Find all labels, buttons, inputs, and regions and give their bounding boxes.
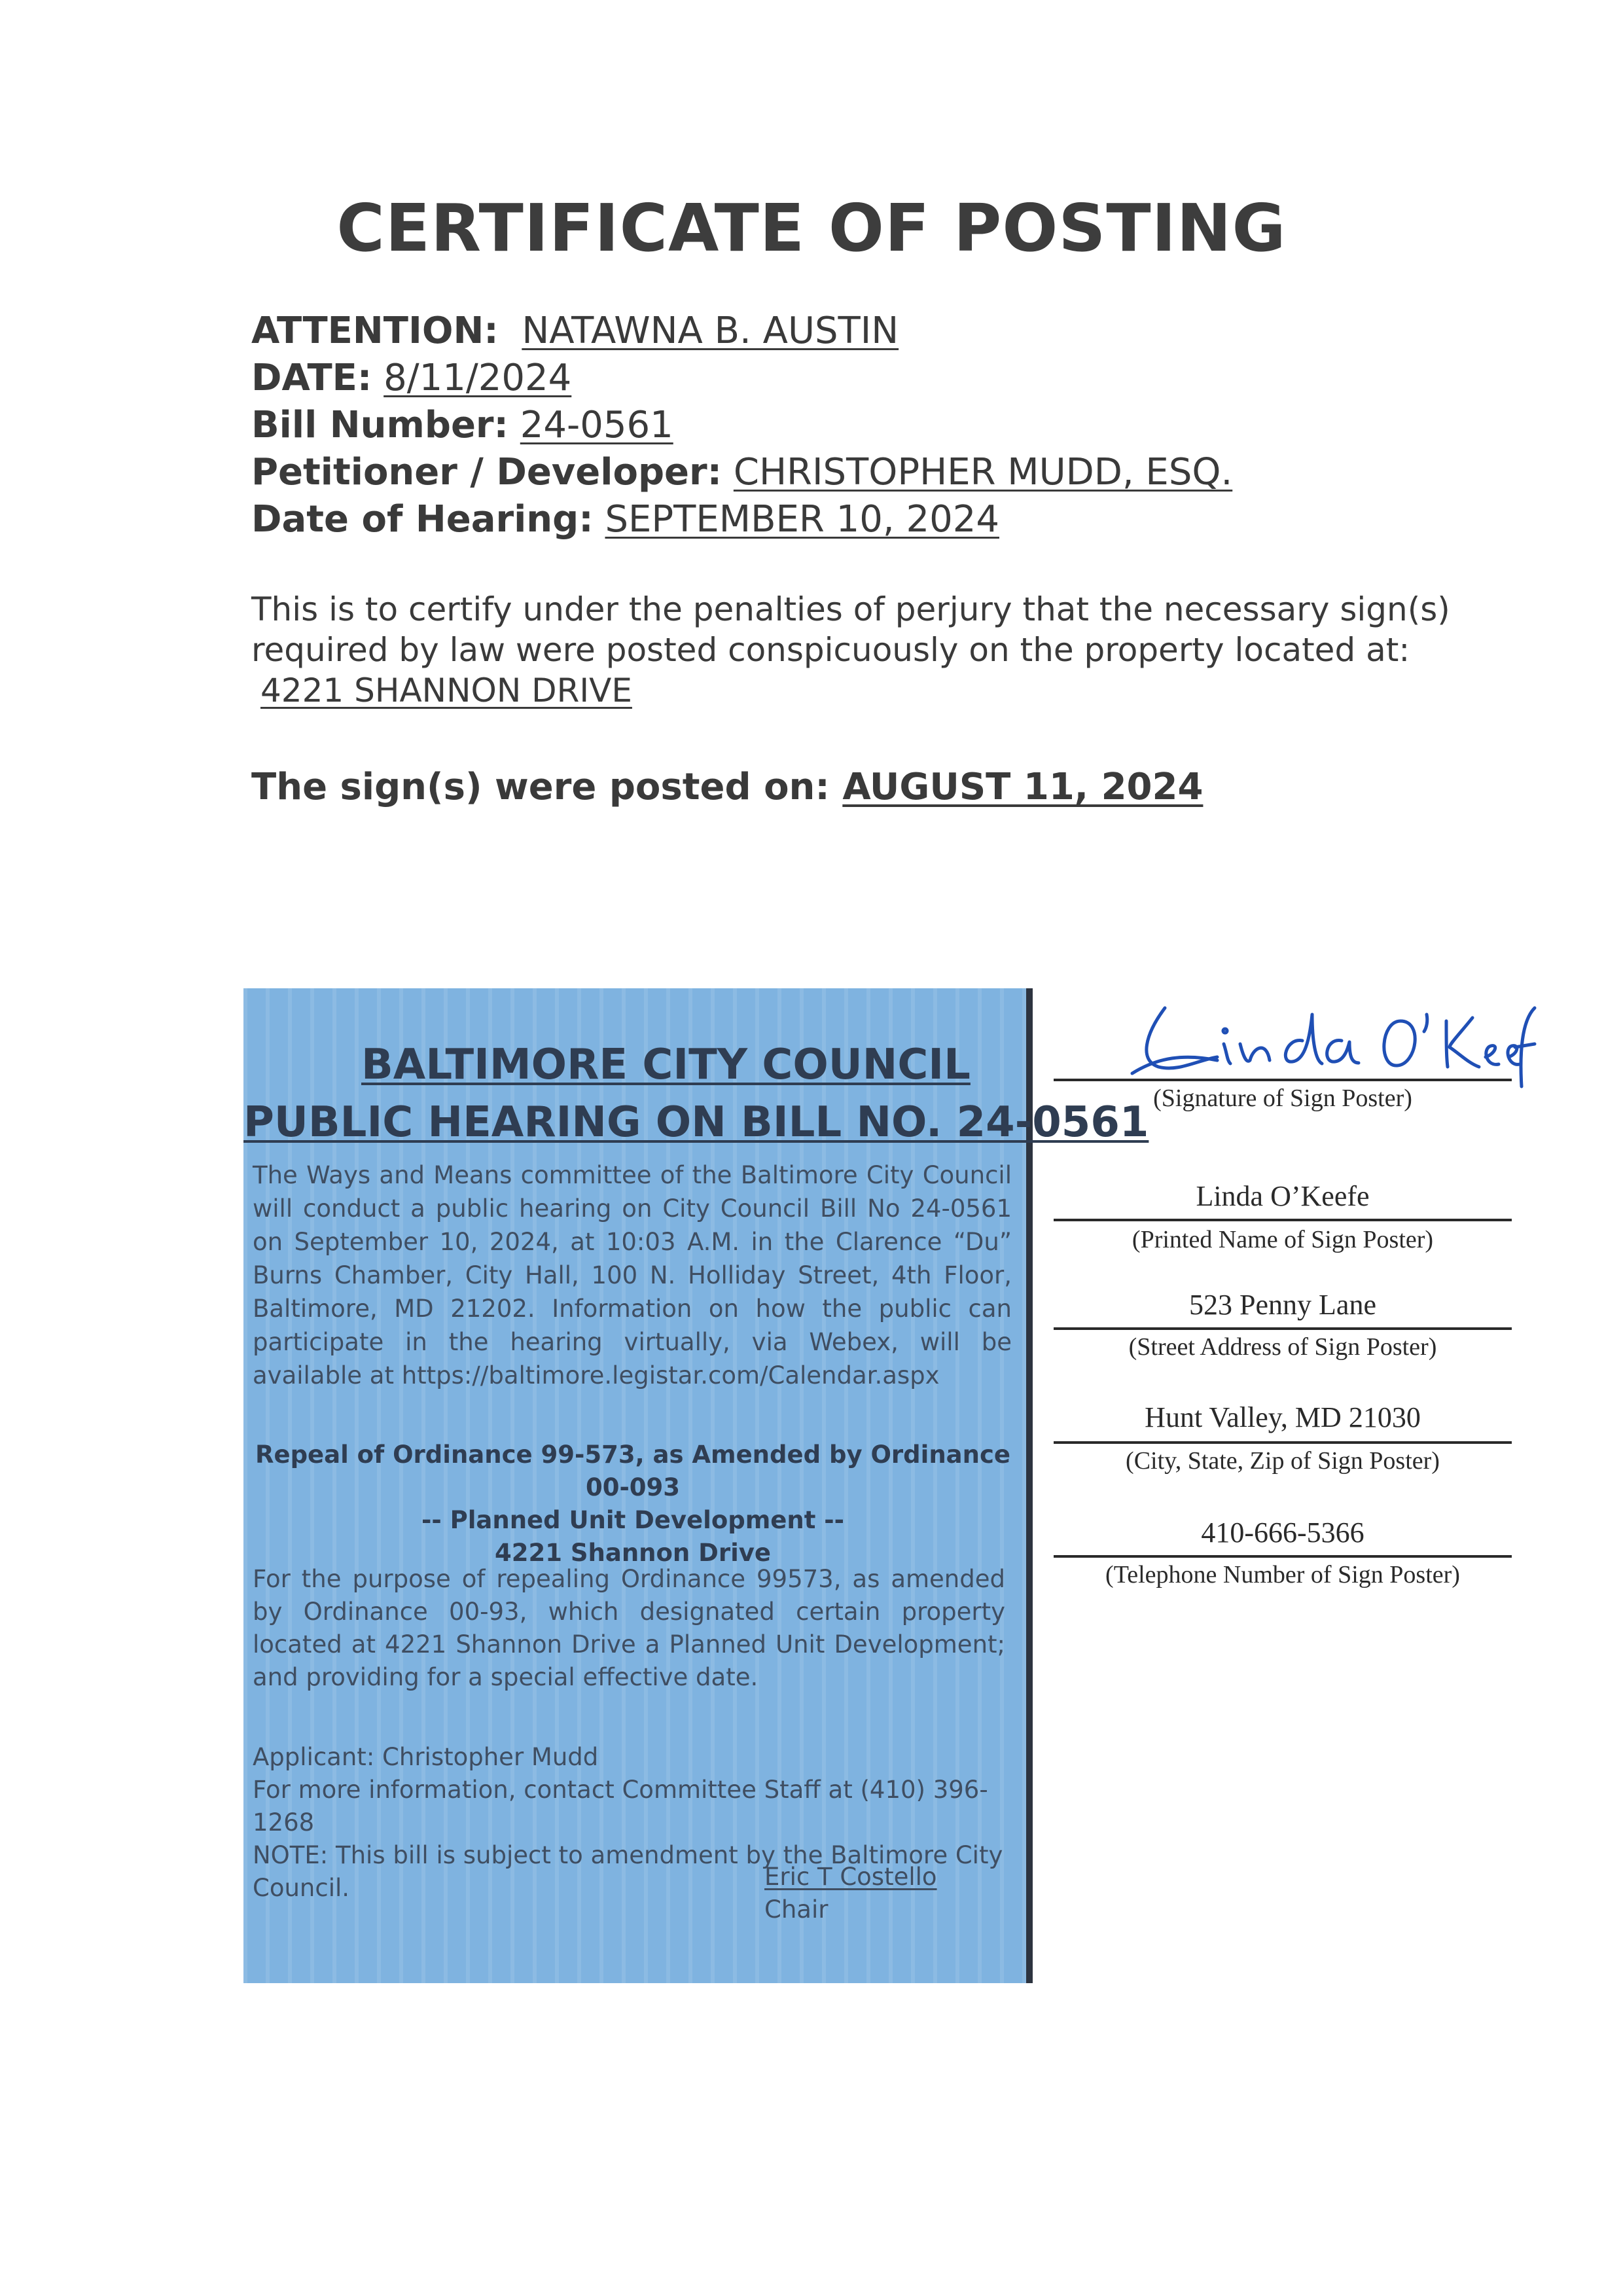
attention-field: [251, 308, 1232, 355]
city-state-zip: Hunt Valley, MD 21030: [1145, 1401, 1421, 1433]
posted-on: [251, 766, 1203, 808]
posted-on-label: The sign(s) were posted on:: [251, 766, 830, 808]
sign-repeal-line: Repeal of Ordinance 99-573, as Amended by Ordinance 00-093: [255, 1441, 1010, 1501]
signature-caption: (Signature of Sign Poster): [1153, 1085, 1412, 1112]
sign-address-line: 4221 Shannon Drive: [495, 1539, 771, 1567]
posted-on-date: AUGUST 11, 2024: [842, 766, 1204, 808]
telephone-caption: (Telephone Number of Sign Poster): [1105, 1561, 1460, 1588]
hearing-date-label: Date of Hearing:: [251, 498, 594, 541]
hearing-date-value: SEPTEMBER 10, 2024: [605, 498, 999, 541]
certification-statement: [251, 589, 1495, 711]
printed-name: Linda O’Keefe: [1196, 1180, 1370, 1212]
sign-purpose-paragraph: For the purpose of repealing Ordinance 99573, as amended by Ordinance 00-93, which designated certain property located at 4221 Shannon Drive a Planned Unit Development; and providing for a special effective date.: [253, 1565, 1005, 1691]
certification-text: This is to certify under the penalties of perjury that the necessary sign(s) required by law were posted conspicuously on the property located at:: [251, 590, 1450, 669]
attention-label: ATTENTION:: [251, 310, 499, 352]
bill-number-label: Bill Number:: [251, 404, 508, 446]
printed-name-line: [1054, 1219, 1512, 1221]
printed-name-caption: (Printed Name of Sign Poster): [1132, 1226, 1434, 1253]
hearing-date-field: [251, 496, 1232, 543]
petitioner-value: CHRISTOPHER MUDD, ESQ.: [733, 451, 1233, 493]
header-fields: [251, 308, 1232, 543]
page-title: CERTIFICATE OF POSTING: [336, 190, 1287, 266]
sign-applicant: Applicant: Christopher Mudd: [253, 1743, 599, 1771]
street-address-line: [1054, 1327, 1512, 1330]
sign-chair-name: Eric T Costello: [764, 1863, 937, 1891]
telephone-line: [1054, 1555, 1512, 1558]
attention-value: NATAWNA B. AUSTIN: [522, 310, 899, 352]
signature-line: [1054, 1079, 1512, 1081]
city-state-zip-line: [1054, 1441, 1512, 1444]
sign-heading-council: BALTIMORE CITY COUNCIL: [361, 1041, 971, 1089]
sign-repeal-block: [250, 1439, 1016, 1570]
property-address: 4221 SHANNON DRIVE: [260, 672, 632, 709]
petitioner-field: [251, 449, 1232, 496]
date-label: DATE:: [251, 357, 372, 399]
telephone-number: 410-666-5366: [1201, 1516, 1364, 1549]
city-state-zip-caption: (City, State, Zip of Sign Poster): [1126, 1447, 1440, 1475]
petitioner-label: Petitioner / Developer:: [251, 451, 722, 493]
sign-contact: For more information, contact Committee Staff at (410) 396-1268: [253, 1776, 988, 1837]
sign-heading-hearing: PUBLIC HEARING ON BILL NO. 24-0561: [243, 1098, 1149, 1147]
date-field: [251, 355, 1232, 402]
street-address: 523 Penny Lane: [1189, 1289, 1376, 1321]
bill-number-value: 24-0561: [520, 404, 673, 446]
bill-number-field: [251, 402, 1232, 449]
posted-sign-photo: [243, 988, 1149, 1983]
sign-chair-title: Chair: [764, 1895, 829, 1924]
street-address-caption: (Street Address of Sign Poster): [1128, 1333, 1437, 1361]
sign-pud-line: -- Planned Unit Development --: [421, 1506, 845, 1534]
sign-hearing-paragraph: The Ways and Means committee of the Baltimore City Council will conduct a public hearing on City Council Bill No 24-0561 on September 10, 2024, at 10:03 A.M. in the Clarence “Du” Burns Chamber, City Hall, 100 N. Holliday Street, 4th Floor, Baltimore, MD 21202. Information on how the public can participate in the hearing virtually, via Webex, will be available at https://baltimore.legistar.com/Calendar.aspx: [253, 1161, 1012, 1390]
date-value: 8/11/2024: [383, 357, 572, 399]
sign-note: NOTE: This bill is subject to amendment by the Baltimore City Council.: [253, 1841, 1003, 1902]
